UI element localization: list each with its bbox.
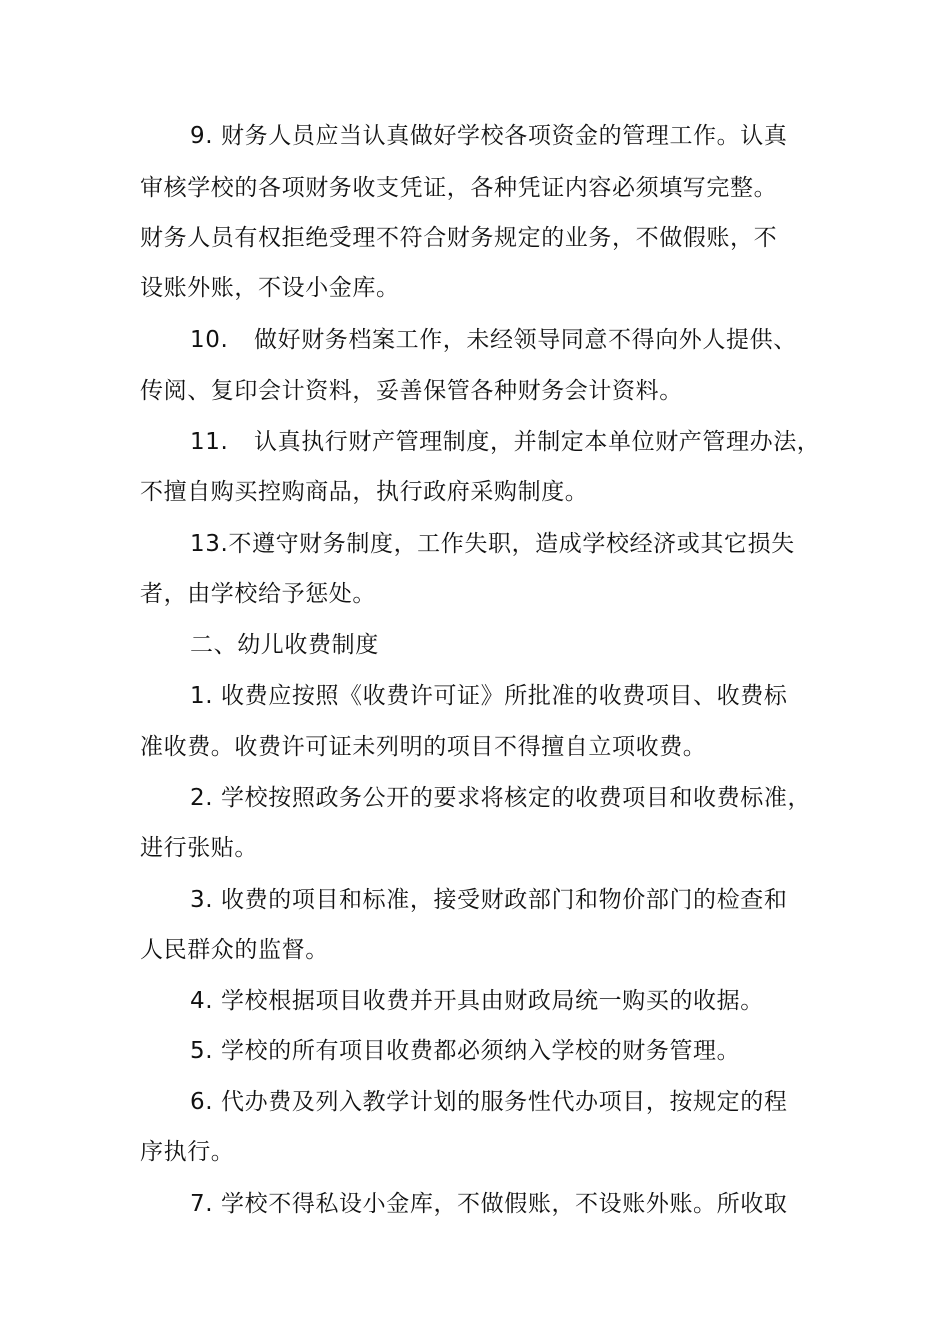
paragraph-line: 序执行。 (140, 1139, 235, 1165)
paragraph-line: 2. 学校按照政务公开的要求将核定的收费项目和收费标准， (190, 785, 812, 811)
paragraph-line: 3. 收费的项目和标准，接受财政部门和物价部门的检查和 (190, 887, 788, 913)
paragraph-line: 设账外账，不设小金库。 (140, 275, 400, 301)
paragraph-line: 审核学校的各项财务收支凭证，各种凭证内容必须填写完整。 (140, 175, 778, 201)
paragraph-line: 9. 财务人员应当认真做好学校各项资金的管理工作。认真 (190, 123, 788, 149)
item-11-line (190, 427, 820, 457)
paragraph-line: 者，由学校给予惩处。 (140, 581, 376, 607)
item-10-line (190, 325, 797, 355)
section-heading: 二、幼儿收费制度 (190, 632, 379, 658)
paragraph-line: 准收费。收费许可证未列明的项目不得擅自立项收费。 (140, 734, 707, 760)
paragraph-line: 6. 代办费及列入教学计划的服务性代办项目，按规定的程 (190, 1089, 788, 1115)
paragraph-line: 7. 学校不得私设小金库，不做假账，不设账外账。所收取 (190, 1191, 788, 1217)
paragraph-line: 进行张贴。 (140, 835, 258, 861)
item-11-number: 11. (190, 429, 229, 455)
paragraph-line: 13.不遵守财务制度，工作失职，造成学校经济或其它损失 (190, 531, 795, 557)
paragraph-line: 4. 学校根据项目收费并开具由财政局统一购买的收据。 (190, 988, 764, 1014)
item-10-text: 做好财务档案工作，未经领导同意不得向外人提供、 (254, 327, 797, 353)
paragraph-line: 不擅自购买控购商品，执行政府采购制度。 (140, 479, 589, 505)
item-11-text: 认真执行财产管理制度，并制定本单位财产管理办法， (254, 429, 821, 455)
paragraph-line: 财务人员有权拒绝受理不符合财务规定的业务，不做假账，不 (140, 225, 778, 251)
paragraph-line: 1. 收费应按照《收费许可证》所批准的收费项目、收费标 (190, 683, 788, 709)
item-10-number: 10. (190, 327, 229, 353)
paragraph-line: 人民群众的监督。 (140, 937, 329, 963)
paragraph-line: 传阅、复印会计资料，妥善保管各种财务会计资料。 (140, 378, 683, 404)
paragraph-line: 5. 学校的所有项目收费都必须纳入学校的财务管理。 (190, 1038, 741, 1064)
